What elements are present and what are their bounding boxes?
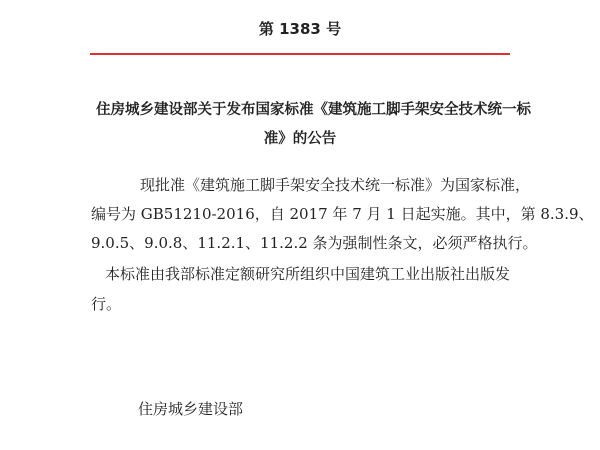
body-line: 现批准《建筑施工脚手架安全技术统一标准》为国家标准， (140, 176, 531, 194)
title-line-2: 准》的公告 (263, 131, 337, 147)
body-line: 本标准由我部标准定额研究所组织中国建筑工业出版社出版发 (105, 265, 511, 283)
body-line: 行。 (91, 295, 122, 313)
body-line: 9.0.5、9.0.8、11.2.1、11.2.2 条为强制性条文，必须严格执行。 (91, 234, 538, 252)
red-divider (90, 53, 510, 55)
title-line-1: 住房城乡建设部关于发布国家标准《建筑施工脚手架安全技术统一标 (96, 102, 531, 118)
body-line: 编号为 GB51210-2016，自 2017 年 7 月 1 日起实施。其中，第 8.3.9、 (91, 205, 594, 223)
document-number: 第 1383 号 (258, 20, 342, 38)
signature: 住房城乡建设部 (138, 400, 244, 418)
